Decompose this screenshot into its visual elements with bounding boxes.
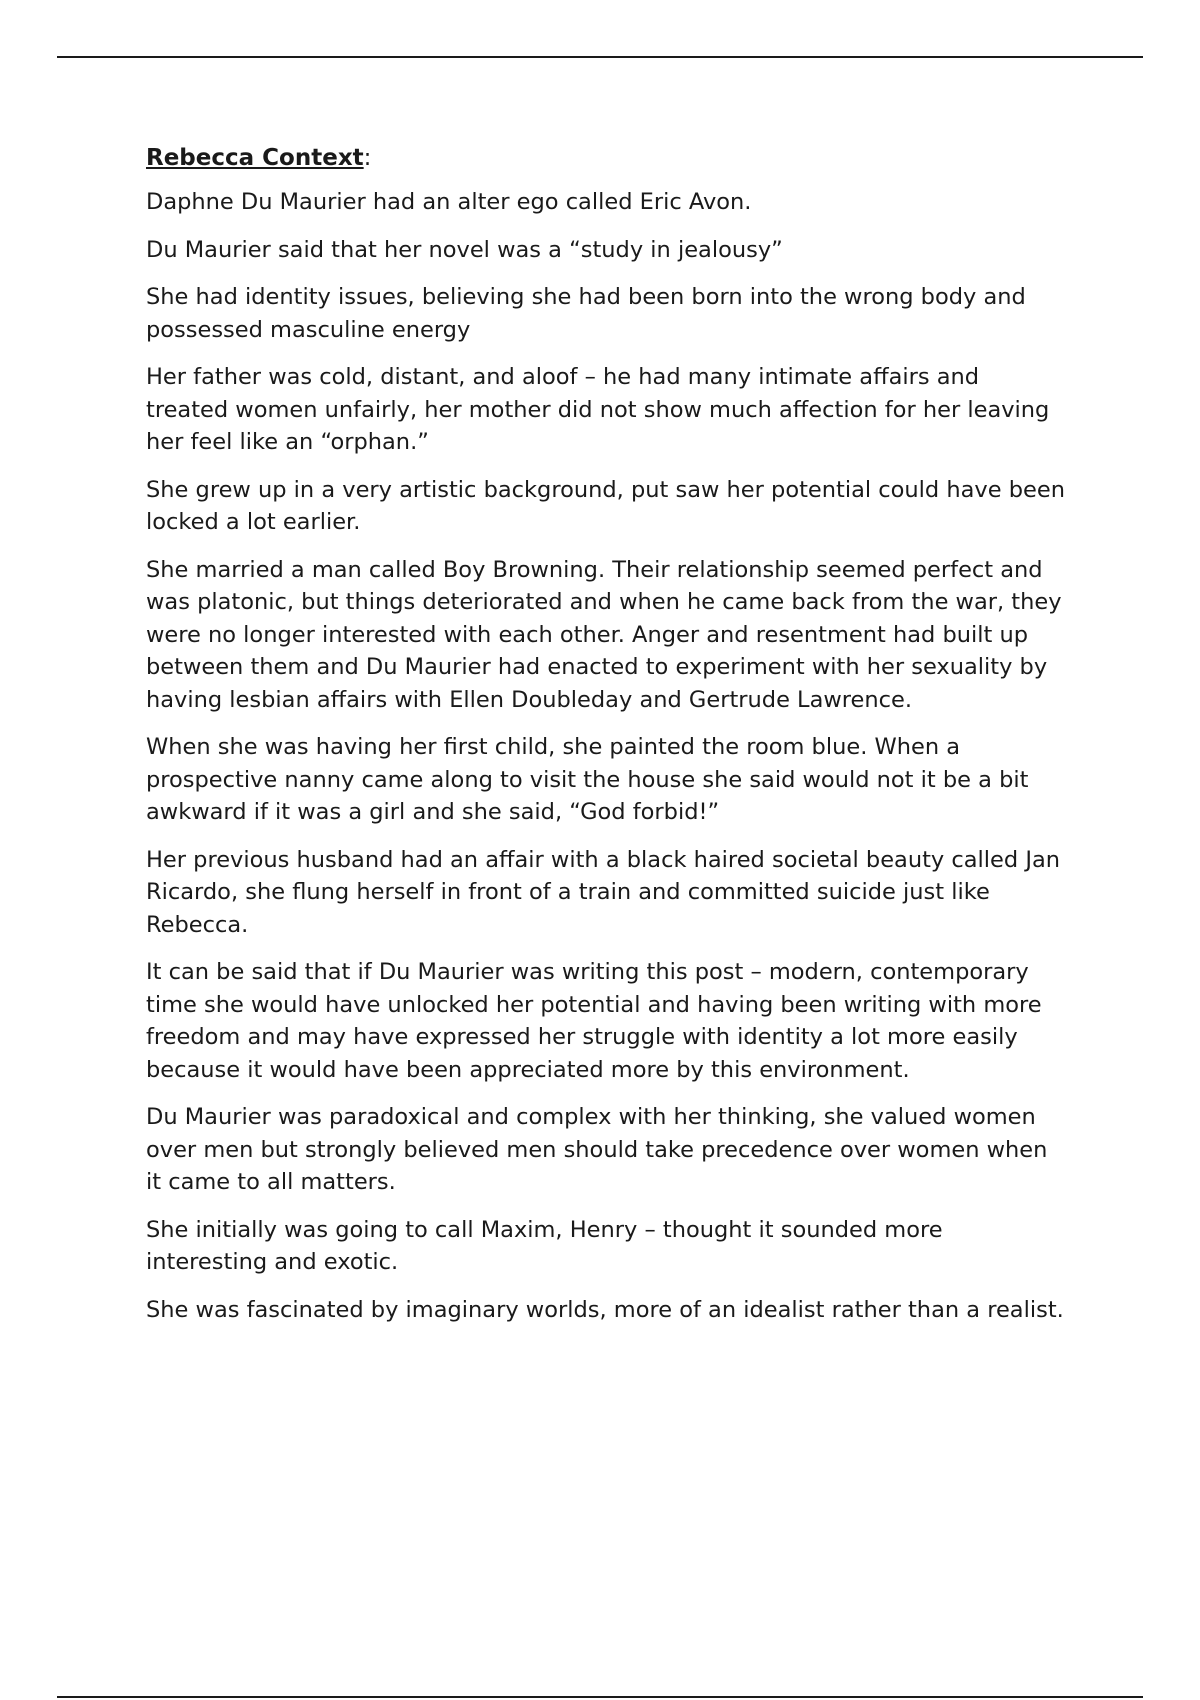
paragraph: She married a man called Boy Browning. Their relationship seemed perfect and was platonic, but things deteriorated and when he came back from the war, they were no longer interested with each other. Anger and resentment had built up between them and Du Maurier had enacted to experiment with her sexuality by having lesbian affairs with Ellen Doubleday and Gertrude Lawrence. bbox=[146, 556, 1062, 713]
paragraph: Her father was cold, distant, and aloof – he had many intimate affairs and treated women unfairly, her mother did not show much affection for her leaving her feel like an “orphan.” bbox=[146, 364, 1050, 455]
heading-colon: : bbox=[363, 145, 372, 171]
document-body bbox=[146, 142, 1066, 1341]
bottom-rule bbox=[57, 1696, 1143, 1698]
document-heading bbox=[146, 142, 1066, 174]
paragraph: She initially was going to call Maxim, Henry – thought it sounded more interesting and exotic. bbox=[146, 1216, 943, 1275]
paragraph: It can be said that if Du Maurier was writing this post – modern, contemporary time she would have unlocked her potential and having been writing with more freedom and may have expressed her struggle with identity a lot more easily because it would have been appreciated more by this environment. bbox=[146, 959, 1042, 1083]
paragraph: She had identity issues, believing she had been born into the wrong body and possessed masculine energy bbox=[146, 284, 1026, 343]
paragraph: Du Maurier was paradoxical and complex with her thinking, she valued women over men but strongly believed men should take precedence over women when it came to all matters. bbox=[146, 1104, 1048, 1195]
paragraph: Daphne Du Maurier had an alter ego called Eric Avon. bbox=[146, 189, 752, 215]
paragraph: She was fascinated by imaginary worlds, more of an idealist rather than a realist. bbox=[146, 1296, 1064, 1323]
paragraph: She grew up in a very artistic background, put saw her potential could have been locked a lot earlier. bbox=[146, 476, 1065, 535]
paragraph: When she was having her first child, she painted the room blue. When a prospective nanny came along to visit the house she said would not it be a bit awkward if it was a girl and she said, “God forbid!” bbox=[146, 734, 1029, 825]
heading-title: Rebecca Context bbox=[146, 145, 364, 171]
paragraph: Her previous husband had an affair with a black haired societal beauty called Jan Ricardo, she flung herself in front of a train and committed suicide just like Rebecca. bbox=[146, 846, 1061, 938]
top-rule bbox=[57, 56, 1143, 58]
paragraph: Du Maurier said that her novel was a “study in jealousy” bbox=[146, 236, 783, 263]
